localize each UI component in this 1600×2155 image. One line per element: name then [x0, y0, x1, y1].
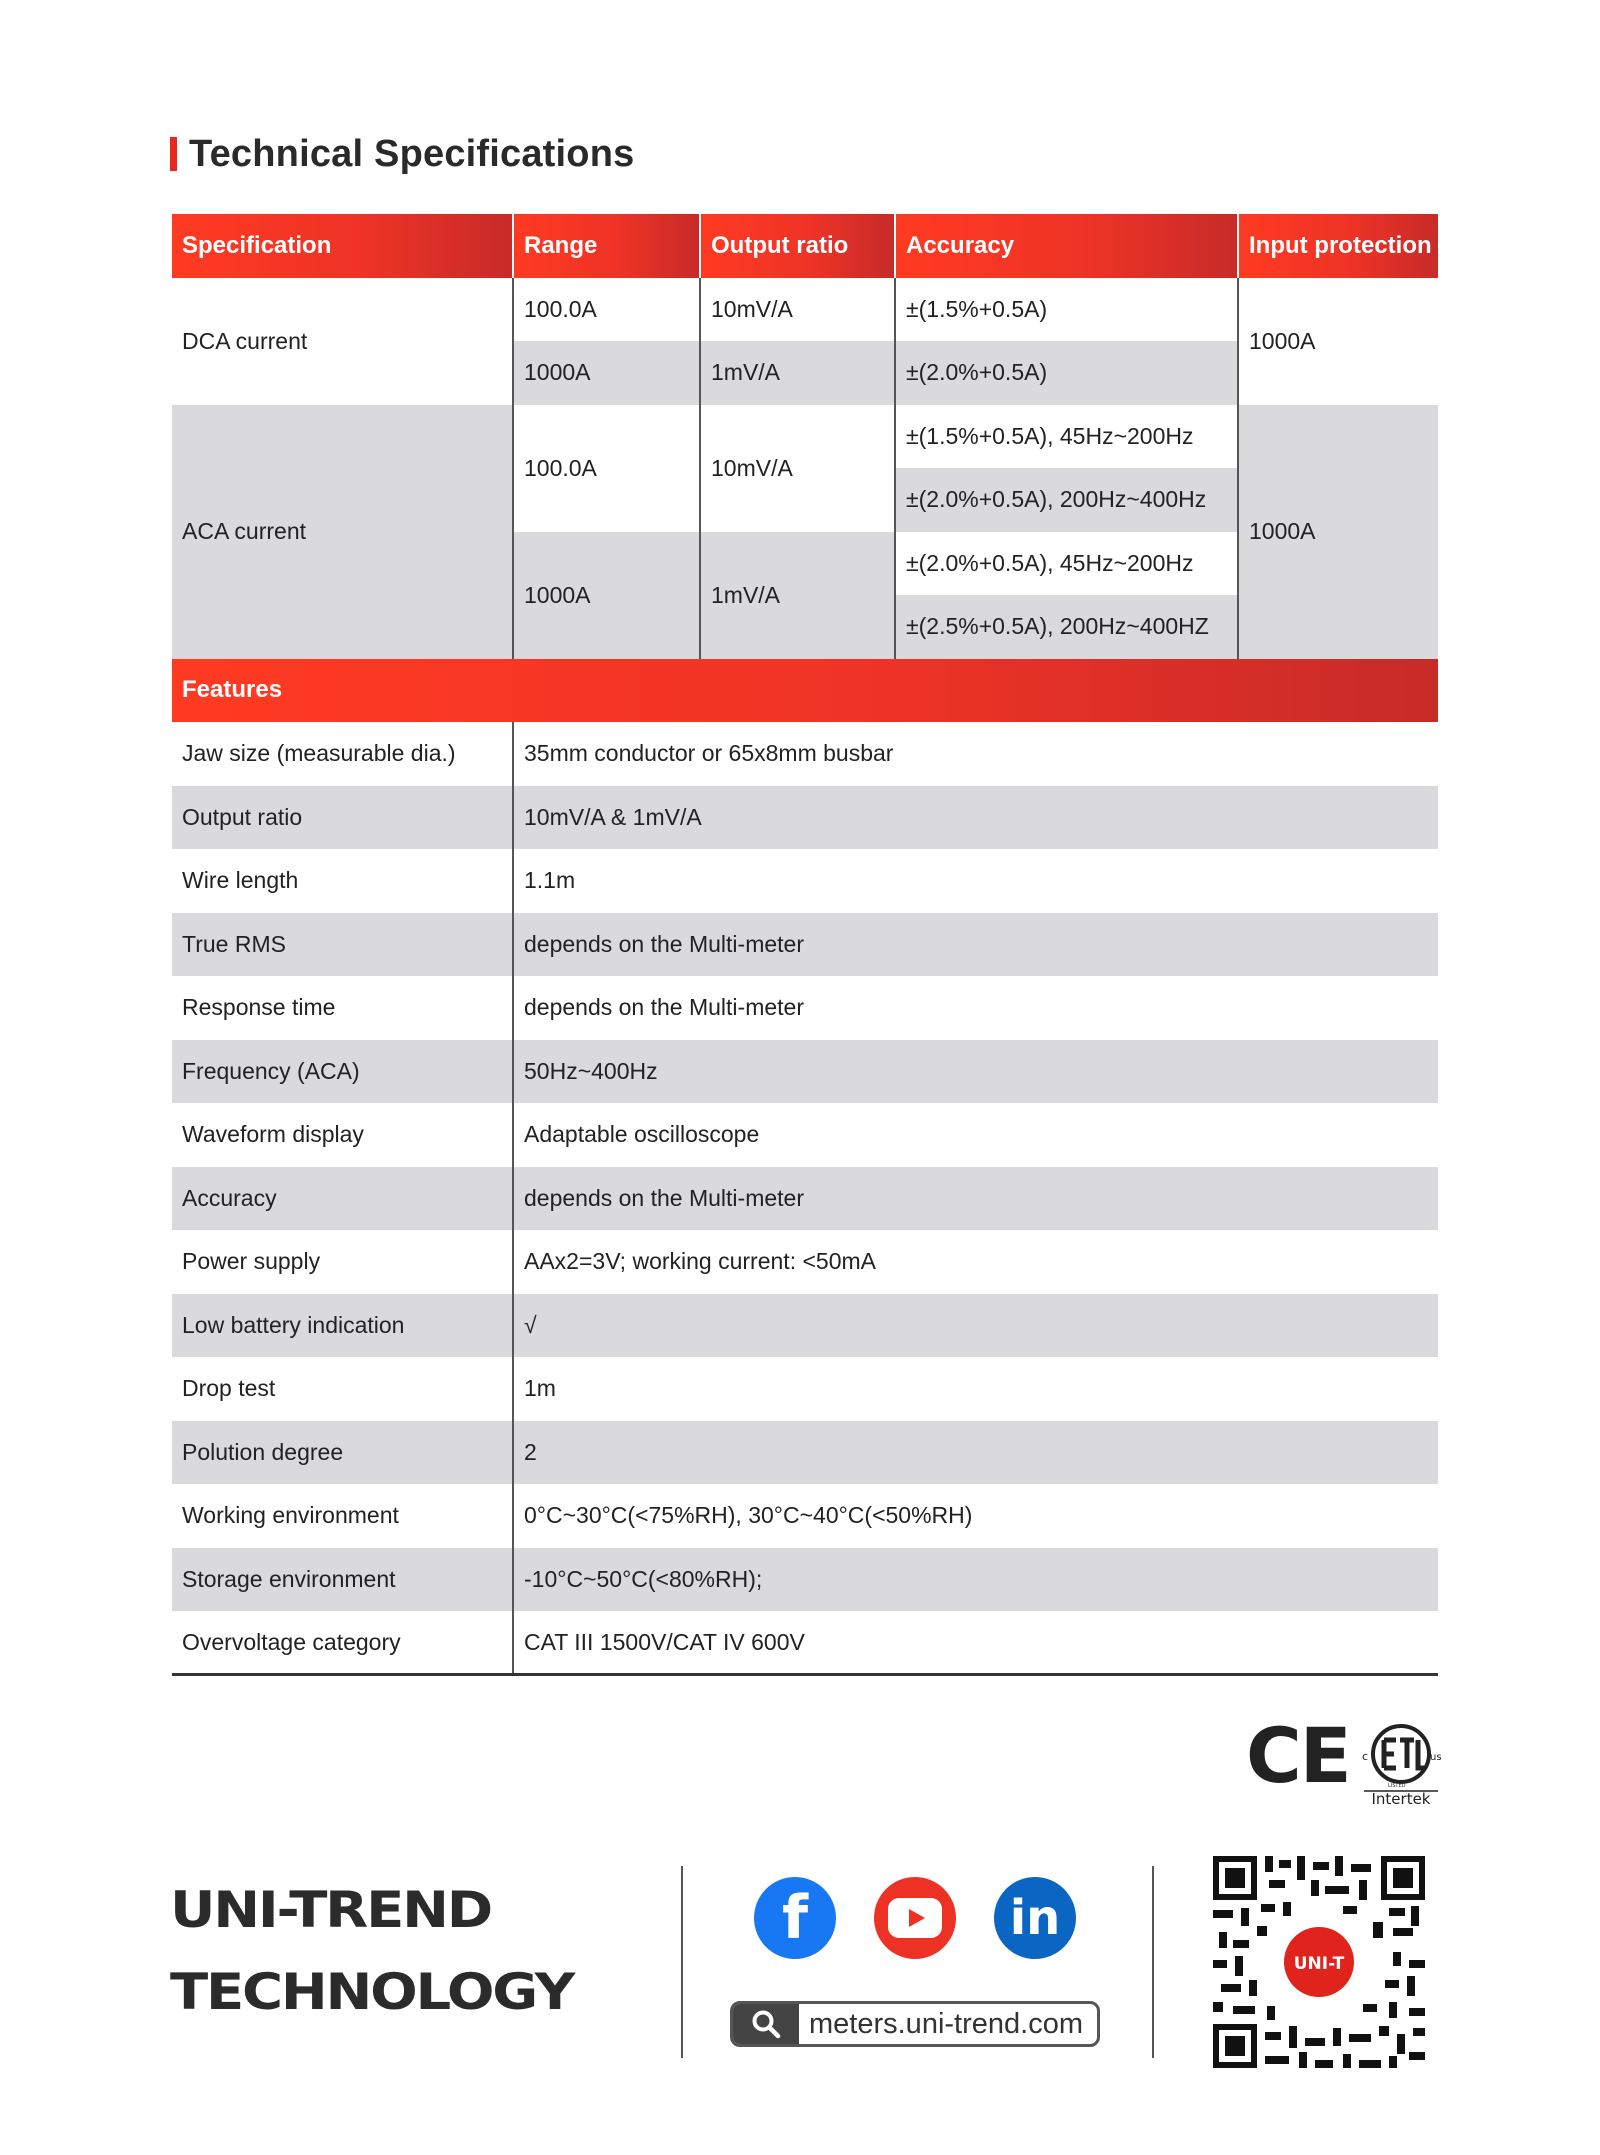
header-range: Range — [513, 214, 700, 278]
dca-accuracy-1: ±(1.5%+0.5A) — [895, 278, 1238, 342]
aca-range-1: 100.0A — [513, 405, 700, 532]
dca-range-1: 100.0A — [513, 278, 700, 342]
spec-header-row — [172, 214, 1438, 278]
feature-value: 0°C~30°C(<75%RH), 30°C~40°C(<50%RH) — [513, 1484, 1438, 1548]
feature-row — [172, 849, 1438, 913]
feature-label: Drop test — [172, 1357, 513, 1421]
page-title-text: Technical Specifications — [189, 132, 635, 175]
etl-us-label: us — [1430, 1752, 1442, 1763]
search-icon — [733, 2004, 799, 2044]
spec-table — [172, 214, 1438, 1676]
feature-value: depends on the Multi-meter — [513, 1167, 1438, 1231]
dca-accuracy-2: ±(2.0%+0.5A) — [895, 341, 1238, 405]
feature-row — [172, 786, 1438, 850]
feature-row — [172, 913, 1438, 977]
youtube-icon[interactable] — [874, 1877, 956, 1959]
youtube-play-icon — [888, 1898, 942, 1938]
aca-ratio-2: 1mV/A — [700, 532, 895, 659]
website-url: meters.uni-trend.com — [809, 2007, 1083, 2040]
footer-divider-left — [681, 1866, 683, 2058]
features-header-row — [172, 659, 1438, 723]
table-row — [172, 278, 1438, 342]
brand-logo — [170, 1881, 574, 2021]
features-title: Features — [172, 659, 1438, 723]
brand-line-2: TECHNOLOGY — [170, 1963, 574, 2021]
feature-label: Storage environment — [172, 1548, 513, 1612]
feature-value: √ — [513, 1294, 1438, 1358]
feature-label: Polution degree — [172, 1421, 513, 1485]
aca-ratio-1: 10mV/A — [700, 405, 895, 532]
facebook-icon[interactable]: f — [754, 1877, 836, 1959]
feature-row — [172, 1548, 1438, 1612]
etl-listed-mark-icon — [1358, 1718, 1444, 1808]
feature-row — [172, 1611, 1438, 1675]
feature-row — [172, 1421, 1438, 1485]
feature-value: 35mm conductor or 65x8mm busbar — [513, 722, 1438, 786]
feature-label: Output ratio — [172, 786, 513, 850]
feature-value: depends on the Multi-meter — [513, 913, 1438, 977]
feature-label: Accuracy — [172, 1167, 513, 1231]
qr-logo-text: UNI-T — [1293, 1954, 1345, 1974]
header-input-protection: Input protection — [1238, 214, 1438, 278]
feature-value: CAT III 1500V/CAT IV 600V — [513, 1611, 1438, 1675]
header-output-ratio: Output ratio — [700, 214, 895, 278]
feature-row — [172, 1103, 1438, 1167]
aca-accuracy-2: ±(2.0%+0.5A), 200Hz~400Hz — [895, 468, 1238, 532]
feature-value: AAx2=3V; working current: <50mA — [513, 1230, 1438, 1294]
page-title — [170, 132, 634, 176]
feature-value: 1m — [513, 1357, 1438, 1421]
feature-label: Wire length — [172, 849, 513, 913]
dca-ratio-2: 1mV/A — [700, 341, 895, 405]
dca-label: DCA current — [172, 278, 513, 405]
feature-row — [172, 1357, 1438, 1421]
feature-label: Power supply — [172, 1230, 513, 1294]
aca-protection: 1000A — [1238, 405, 1438, 659]
feature-label: Waveform display — [172, 1103, 513, 1167]
feature-value: depends on the Multi-meter — [513, 976, 1438, 1040]
aca-range-2: 1000A — [513, 532, 700, 659]
dca-ratio-1: 10mV/A — [700, 278, 895, 342]
website-link[interactable] — [730, 2001, 1100, 2047]
ce-mark-icon: CE — [1246, 1711, 1350, 1800]
dca-protection: 1000A — [1238, 278, 1438, 405]
feature-label: Working environment — [172, 1484, 513, 1548]
brand-line-1: UNI-TREND — [170, 1881, 491, 1939]
feature-label: True RMS — [172, 913, 513, 977]
feature-value: 1.1m — [513, 849, 1438, 913]
feature-label: Jaw size (measurable dia.) — [172, 722, 513, 786]
aca-accuracy-4: ±(2.5%+0.5A), 200Hz~400HZ — [895, 595, 1238, 659]
dca-range-2: 1000A — [513, 341, 700, 405]
etl-listed-label: LISTED — [1388, 1783, 1406, 1789]
aca-accuracy-1: ±(1.5%+0.5A), 45Hz~200Hz — [895, 405, 1238, 469]
feature-label: Response time — [172, 976, 513, 1040]
feature-value: Adaptable oscilloscope — [513, 1103, 1438, 1167]
qr-code-icon[interactable] — [1213, 1856, 1425, 2068]
linkedin-icon[interactable]: in — [994, 1877, 1076, 1959]
aca-label: ACA current — [172, 405, 513, 659]
footer-divider-right — [1152, 1866, 1154, 2058]
feature-label: Overvoltage category — [172, 1611, 513, 1675]
feature-row — [172, 1294, 1438, 1358]
feature-row — [172, 976, 1438, 1040]
feature-row — [172, 1484, 1438, 1548]
feature-label: Low battery indication — [172, 1294, 513, 1358]
feature-row — [172, 1230, 1438, 1294]
feature-value: 50Hz~400Hz — [513, 1040, 1438, 1104]
header-accuracy: Accuracy — [895, 214, 1238, 278]
feature-value: 10mV/A & 1mV/A — [513, 786, 1438, 850]
header-specification: Specification — [172, 214, 513, 278]
etl-c-label: c — [1362, 1750, 1369, 1763]
table-row — [172, 405, 1438, 469]
feature-row — [172, 1040, 1438, 1104]
feature-row — [172, 1167, 1438, 1231]
feature-value: -10°C~50°C(<80%RH); — [513, 1548, 1438, 1612]
feature-row — [172, 722, 1438, 786]
title-accent-bar — [170, 137, 177, 171]
intertek-label: Intertek — [1371, 1790, 1431, 1808]
feature-label: Frequency (ACA) — [172, 1040, 513, 1104]
aca-accuracy-3: ±(2.0%+0.5A), 45Hz~200Hz — [895, 532, 1238, 596]
feature-value: 2 — [513, 1421, 1438, 1485]
